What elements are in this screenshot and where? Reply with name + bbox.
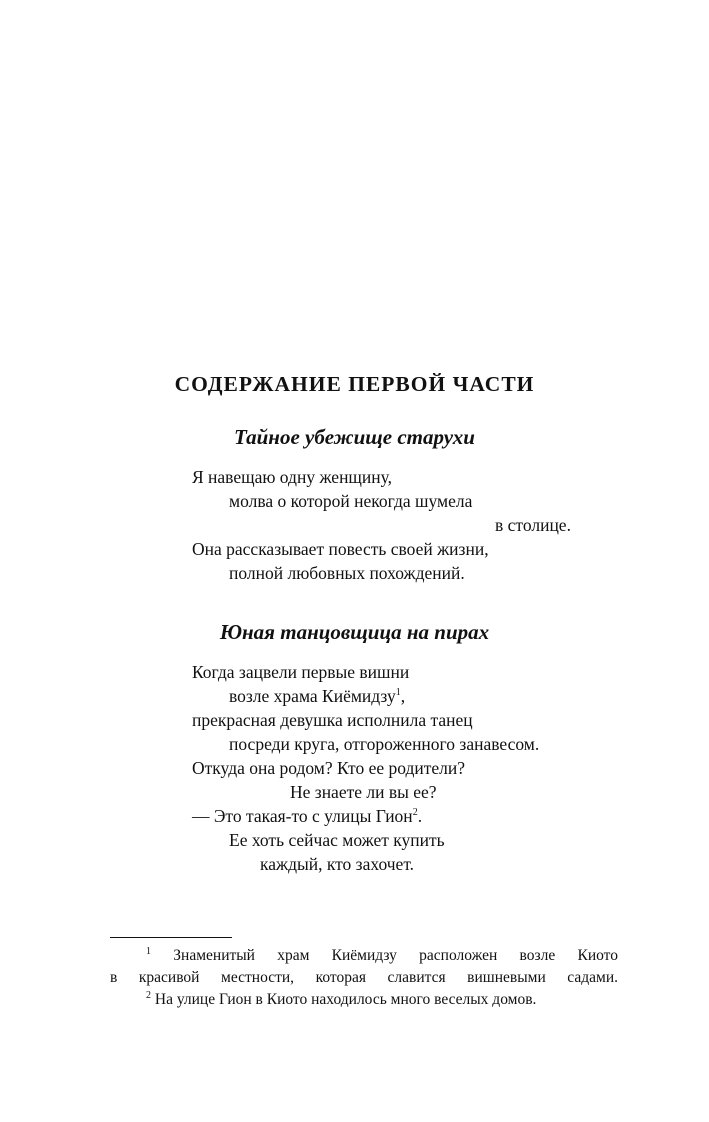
- poem-line: каждый, кто захочет.: [260, 854, 415, 874]
- poem-line: Откуда она родом? Кто ее родители?: [192, 758, 466, 778]
- footnote-ref-1: 1: [395, 687, 401, 699]
- poem-line: Я навещаю одну женщину,: [192, 467, 393, 487]
- poem-line: Когда зацвели первые вишни: [192, 662, 410, 682]
- footnote-divider: [110, 937, 232, 938]
- poem-line: Ее хоть сейчас может купить: [229, 830, 445, 850]
- footnote-1-continued: в красивой местности, которая славится вишневыми садами.: [110, 969, 618, 986]
- poem-line: молва о которой некогда шумела: [229, 491, 473, 511]
- footnote-1: $^1$ Знаменитый храм Киёмидзу расположен возле Киото: [146, 945, 618, 964]
- page-title: СОДЕРЖАНИЕ ПЕРВОЙ ЧАСТИ: [174, 372, 535, 396]
- footnote-ref-2: 2: [412, 807, 418, 819]
- poem-line: в столице.: [495, 515, 571, 535]
- footnote-2: $^2$ На улице Гион в Киото находилось много веселых домов.: [146, 989, 537, 1008]
- footnote-mark-2: 2: [146, 989, 151, 1001]
- section-heading-2: Юная танцовщица на пирах: [219, 620, 490, 644]
- poem-line: Она рассказывает повесть своей жизни,: [192, 539, 489, 559]
- poem-line: посреди круга, отгороженного занавесом.: [229, 734, 540, 754]
- footnote-mark-1: 1: [146, 945, 151, 957]
- poem-line: полной любовных похождений.: [229, 563, 465, 583]
- poem-line: — Это такая-то с улицы Гион$^2$.: [192, 806, 423, 826]
- poem-line: возле храма Киёмидзу$^1$,: [229, 686, 406, 706]
- poem-line: прекрасная девушка исполнила танец: [192, 710, 473, 730]
- poem-line: Не знаете ли вы ее?: [290, 782, 437, 802]
- section-heading-1: Тайное убежище старухи: [234, 425, 475, 449]
